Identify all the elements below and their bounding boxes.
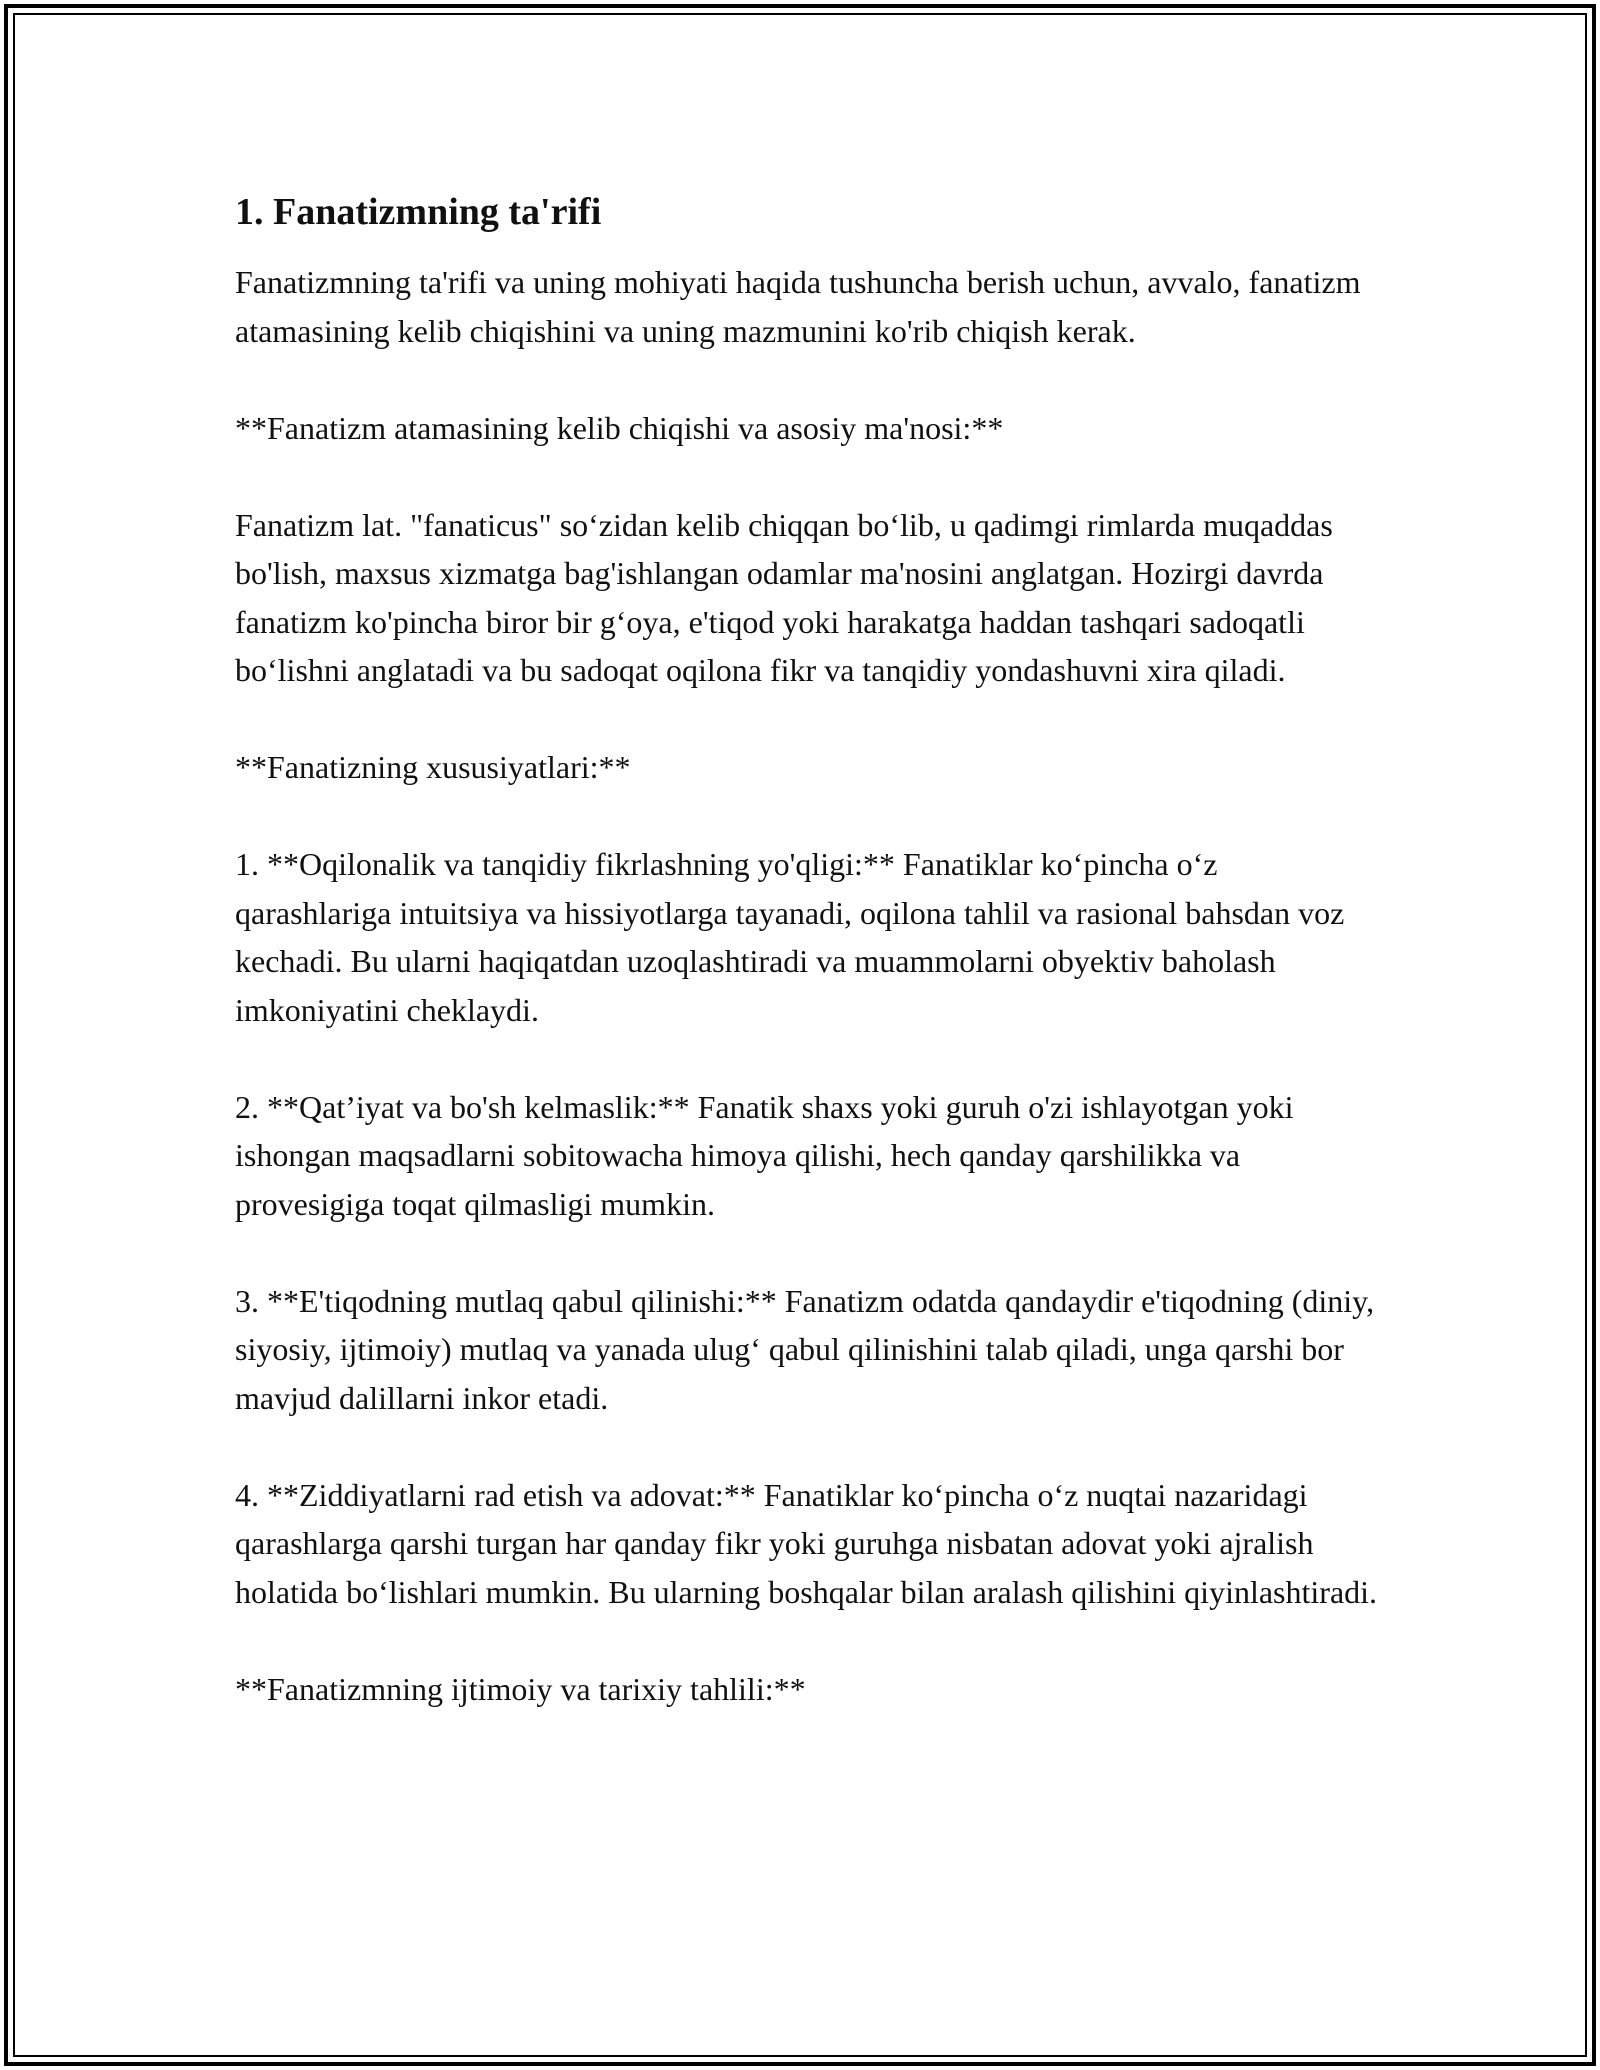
document-body bbox=[235, 186, 1380, 1762]
intro-paragraph: Fanatizmning ta'rifi va uning mohiyati haqida tushuncha berish uchun, avvalo, fanatizm atamasining kelib chiqishini va uning mazmunini ko'rib chiqish kerak. bbox=[235, 264, 1361, 349]
origin-paragraph: Fanatizm lat. "fanaticus" so‘zidan kelib chiqqan bo‘lib, u qadimgi rimlarda muqaddas bo'lish, maxsus xizmatga bag'ishlangan odamlar ma'nosini anglatgan. Hozirgi davrda fanatizm ko'pincha biror bir g‘oya, e'tiqod yoki harakatga haddan tashqari sadoqatli bo‘lishni anglatadi va bu sadoqat oqilona fikr va tanqidiy yondashuvni xira qiladi. bbox=[235, 506, 1333, 688]
subheading-origin: **Fanatizm atamasining kelib chiqishi va asosiy ma'nosi:** bbox=[235, 409, 1004, 446]
list-item-1: 1. **Oqilonalik va tanqidiy fikrlashning yo'qligi:** Fanatiklar ko‘pincha o‘z qarashlariga intuitsiya va hissiyotlarga tayanadi, oqilona tahlil va rasional bahsdan voz kechadi. Bu ularni haqiqatdan uzoqlashtiradi va muammolarni obyektiv baholash imkoniyatini cheklaydi. bbox=[235, 846, 1345, 1028]
list-item-4: 4. **Ziddiyatlarni rad etish va adovat:** Fanatiklar ko‘pincha o‘z nuqtai nazaridagi qarashlarga qarshi turgan har qanday fikr yoki guruhga nisbatan adovat yoki ajralish holatida bo‘lishlari mumkin. Bu ularning boshqalar bilan aralash qilishini qiyinlashtiradi. bbox=[235, 1476, 1378, 1610]
list-item-2: 2. **Qat’iyat va bo'sh kelmaslik:** Fanatik shaxs yoki guruh o'zi ishlayotgan yoki ishongan maqsadlarni sobitowacha himoya qilishi, hech qanday qarshilikka va provesigiga toqat qilmasligi mumkin. bbox=[235, 1088, 1294, 1222]
section-heading: 1. Fanatizmning ta'rifi bbox=[235, 191, 602, 233]
subheading-analysis: **Fanatizmning ijtimoiy va tarixiy tahlili:** bbox=[235, 1670, 806, 1707]
subheading-characteristics: **Fanatizning xususiyatlari:** bbox=[235, 749, 631, 785]
list-item-3: 3. **E'tiqodning mutlaq qabul qilinishi:** Fanatizm odatda qandaydir e'tiqodning (diniy, siyosiy, ijtimoiy) mutlaq va yanada ulug‘ qabul qilinishini talab qiladi, unga qarshi bor mavjud dalillarni inkor etadi. bbox=[235, 1282, 1375, 1416]
